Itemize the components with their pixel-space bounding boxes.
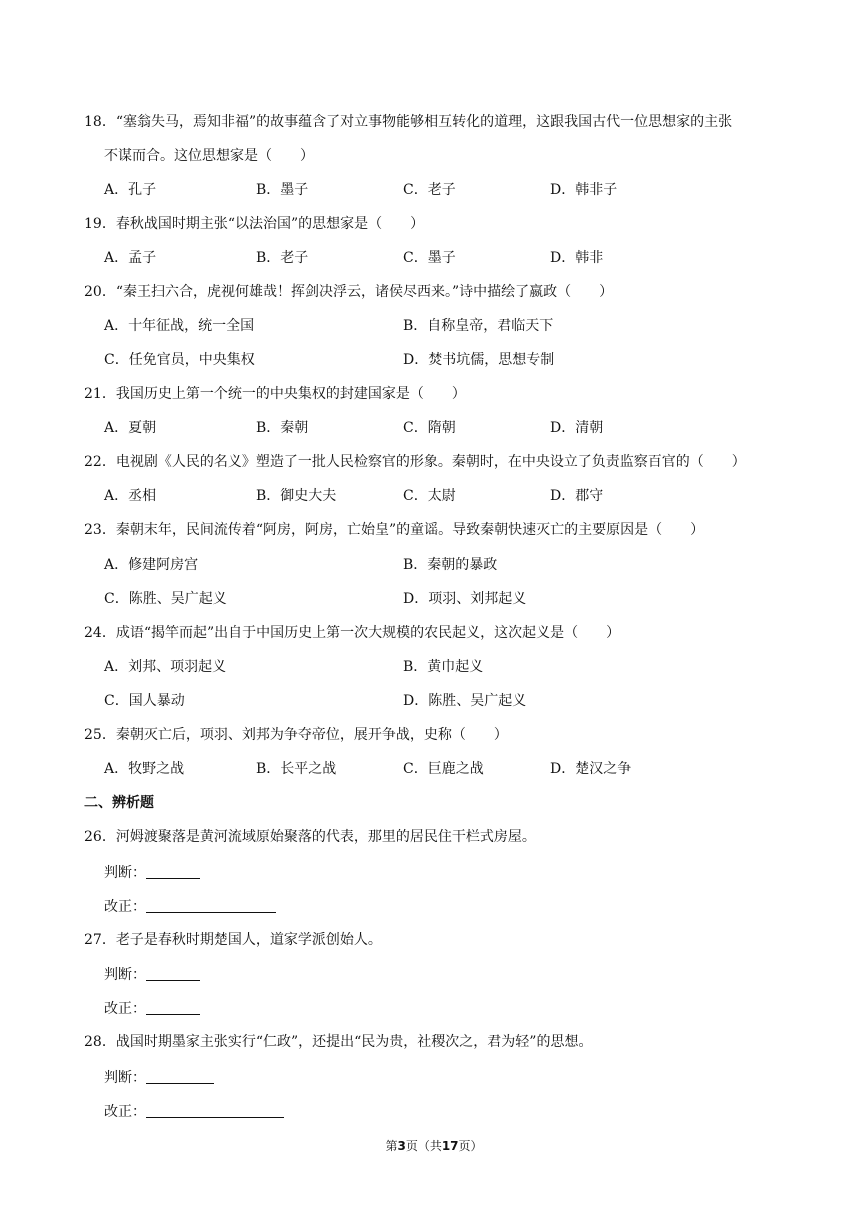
question-28-judge-row	[104, 1067, 214, 1089]
option-c: C．任免官员，中央集权	[104, 352, 255, 368]
option-b: B．老子	[256, 250, 309, 266]
question-23-options-row2	[104, 589, 804, 609]
option-d: D．项羽、刘邦起义	[403, 591, 527, 607]
option-a: A．刘邦、项羽起义	[104, 659, 227, 675]
option-a: A．牧野之战	[104, 761, 185, 777]
correct-blank[interactable]	[146, 1101, 284, 1118]
option-a: A．孔子	[104, 182, 157, 198]
correct-label: 改正：	[104, 899, 146, 915]
option-c: C．墨子	[403, 250, 456, 266]
question-28-correct-row	[104, 1101, 284, 1123]
question-21-options	[104, 418, 804, 438]
option-b: B．黄巾起义	[403, 659, 484, 675]
option-c: C．国人暴动	[104, 693, 185, 709]
question-19-stem: 19．春秋战国时期主张“以法治国”的思想家是（ ）	[84, 216, 425, 232]
option-b: B．自称皇帝，君临天下	[403, 318, 554, 334]
judge-blank[interactable]	[146, 862, 200, 879]
question-26-stem: 26．河姆渡聚落是黄河流域原始聚落的代表，那里的居民住干栏式房屋。	[84, 829, 536, 845]
option-d: D．韩非子	[550, 182, 618, 198]
footer-total-pages: 17	[441, 1139, 459, 1153]
option-c: C．巨鹿之战	[403, 761, 484, 777]
option-a: A．十年征战，统一全国	[104, 318, 255, 334]
correct-blank[interactable]	[146, 998, 200, 1015]
judge-blank[interactable]	[146, 1067, 214, 1084]
question-18-options	[104, 180, 804, 200]
question-27-correct-row	[104, 998, 200, 1020]
option-a: A．修建阿房宫	[104, 557, 199, 573]
footer-mid: 页（共	[405, 1139, 442, 1153]
question-18-stem: 18．“塞翁失马，焉知非福”的故事蕴含了对立事物能够相互转化的道理，这跟我国古代一位思想家的主张	[84, 114, 733, 130]
option-d: D．郡守	[550, 488, 604, 504]
option-a: A．丞相	[104, 488, 157, 504]
question-19-options	[104, 248, 804, 268]
question-26-judge-row	[104, 862, 200, 884]
question-28-stem: 28．战国时期墨家主张实行“仁政”，还提出“民为贵，社稷次之，君为轻”的思想。	[84, 1034, 593, 1050]
option-d: D．清朝	[550, 420, 604, 436]
option-d: D．焚书坑儒，思想专制	[403, 352, 555, 368]
option-b: B．长平之战	[256, 761, 337, 777]
judge-label: 判断：	[104, 865, 146, 881]
option-d: D．楚汉之争	[550, 761, 632, 777]
question-24-options-row1	[104, 657, 804, 677]
option-b: B．秦朝	[256, 420, 309, 436]
option-c: C．隋朝	[403, 420, 456, 436]
question-20-stem: 20．“秦王扫六合，虎视何雄哉！挥剑决浮云，诸侯尽西来。”诗中描绘了嬴政（ ）	[84, 284, 614, 300]
question-22-stem: 22．电视剧《人民的名义》塑造了一批人民检察官的形象。秦朝时，在中央设立了负责监察百官的（ ）	[84, 454, 746, 470]
judge-label: 判断：	[104, 1070, 146, 1086]
question-22-options	[104, 486, 804, 506]
question-21-stem: 21．我国历史上第一个统一的中央集权的封建国家是（ ）	[84, 386, 466, 402]
option-b: B．秦朝的暴政	[403, 557, 498, 573]
question-27-judge-row	[104, 964, 200, 986]
footer-prefix: 第	[385, 1139, 398, 1153]
option-b: B．墨子	[256, 182, 309, 198]
footer-page-number: 3	[397, 1139, 406, 1153]
option-a: A．孟子	[104, 250, 157, 266]
footer-suffix: 页）	[458, 1139, 483, 1153]
option-c: C．陈胜、吴广起义	[104, 591, 227, 607]
question-25-options	[104, 759, 804, 779]
option-d: D．韩非	[550, 250, 604, 266]
question-20-options-row1	[104, 316, 804, 336]
question-27-stem: 27．老子是春秋时期楚国人，道家学派创始人。	[84, 932, 382, 948]
question-20-options-row2	[104, 350, 804, 370]
question-24-options-row2	[104, 691, 804, 711]
question-24-stem: 24．成语“揭竿而起”出自于中国历史上第一次大规模的农民起义，这次起义是（ ）	[84, 625, 621, 641]
option-a: A．夏朝	[104, 420, 157, 436]
page-footer	[0, 1137, 868, 1154]
question-18-stem-cont: 不谋而合。这位思想家是（ ）	[104, 148, 314, 164]
judge-label: 判断：	[104, 967, 146, 983]
question-26-correct-row	[104, 896, 276, 918]
option-c: C．太尉	[403, 488, 456, 504]
option-c: C．老子	[403, 182, 456, 198]
question-23-options-row1	[104, 555, 804, 575]
correct-label: 改正：	[104, 1104, 146, 1120]
correct-label: 改正：	[104, 1001, 146, 1017]
judge-blank[interactable]	[146, 964, 200, 981]
question-23-stem: 23．秦朝末年，民间流传着“阿房，阿房，亡始皇”的童谣。导致秦朝快速灭亡的主要原因是（ ）	[84, 522, 705, 538]
question-25-stem: 25．秦朝灭亡后，项羽、刘邦为争夺帝位，展开争战，史称（ ）	[84, 727, 508, 743]
option-b: B．御史大夫	[256, 488, 337, 504]
section-title: 二、辨析题	[84, 795, 154, 811]
option-d: D．陈胜、吴广起义	[403, 693, 527, 709]
correct-blank[interactable]	[146, 896, 276, 913]
